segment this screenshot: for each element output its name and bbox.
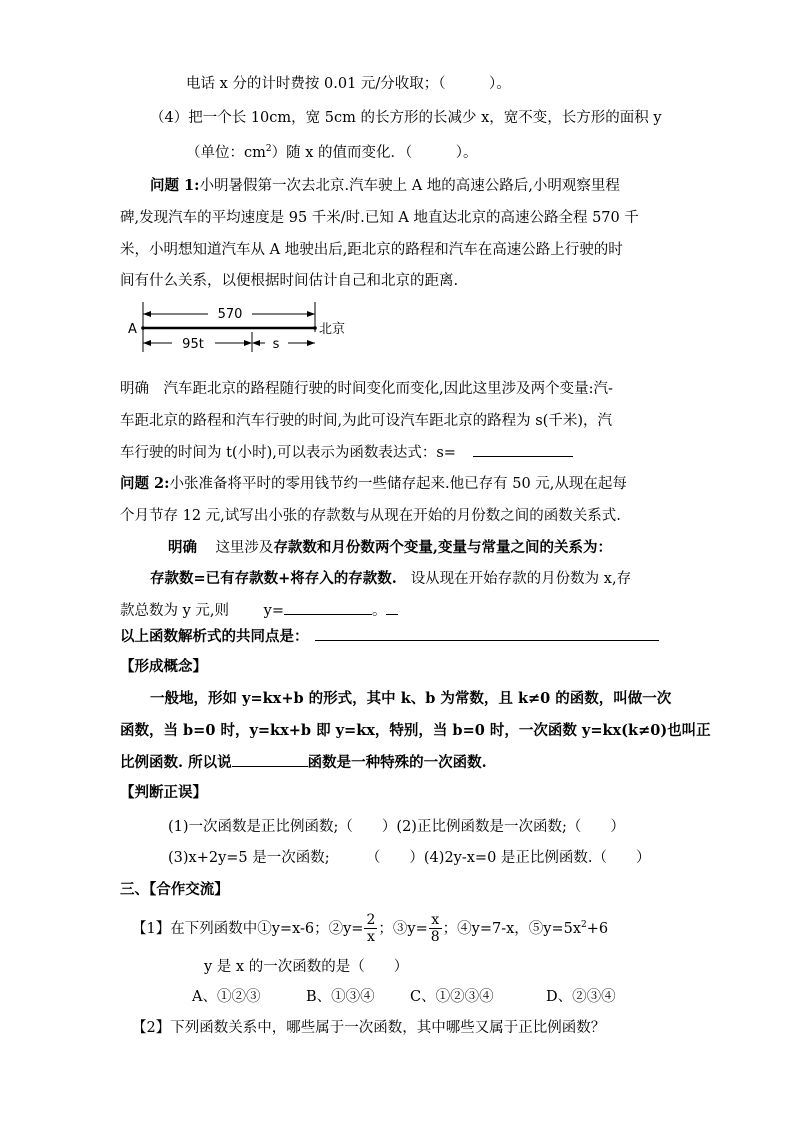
item-4-unit: （单位：cm [186,144,266,161]
concept-line-1: 一般地，形如 y=kx+b 的形式，其中 k、b 为常数，且 k≠0 的函数，叫做一次 [150,690,672,707]
option-a[interactable]: A、①②③ [192,989,261,1005]
problem-1-label: 问题 1: [150,177,200,194]
option-c[interactable]: C、①②③④ [410,989,494,1005]
problem-1-line-2: 碑,发现汽车的平均速度是 95 千米/时.已知 A 地直达北京的高速公路全程 570 千 [120,210,639,226]
problem-1-text: 小明暑假第一次去北京.汽车驶上 A 地的高速公路后,小明观察里程 [199,178,620,194]
answer-blank-concept[interactable] [232,752,308,767]
total-distance-label: 570 [217,307,243,322]
answer-blank-y[interactable] [284,600,372,615]
question-1-tail: +6 [586,920,609,937]
answer-blank-y-tail [386,600,398,615]
savings-line-2 [120,600,398,621]
problem-1-line-4: 间有什么关系，以便根据时间估计自己和北京的距离. [120,273,459,289]
unit-exponent: 2 [265,144,272,154]
clarify-2-line [168,538,612,558]
judge-line-2: (3)x+2y=5 是一次函数; （ ）(4)2y-x=0 是正比例函数.（ ） [168,850,651,866]
judge-title: 【判断正误】 [120,784,207,801]
concept-line-3-start: 比例函数. 所以说 [120,754,232,771]
section-3-title: 三、【合作交流】 [120,881,229,898]
clarify-2-label: 明确 [168,539,197,556]
concept-title: 【形成概念】 [120,658,207,675]
clarify-2-text: 这里涉及 [215,540,274,556]
savings-formula: 存款数=已有存款数+将存入的存款数. [150,570,397,587]
fraction-2-numerator: x [429,912,442,929]
savings-line-1 [150,569,631,589]
traveled-distance-label: 95t [182,337,204,352]
option-b[interactable]: B、①③④ [306,989,375,1005]
question-2-line: 【2】下列函数关系中，哪些属于一次函数，其中哪些又属于正比例函数？ [132,1020,606,1036]
item-4-line-1: （4）把一个长 10cm，宽 5cm 的长方形的长减少 x，宽不变，长方形的面积 y [150,110,662,126]
clarify-2-variables: 存款数和月份数 [273,539,375,556]
period-mark: 。 [371,603,387,619]
answer-blank-common[interactable] [315,626,659,641]
beijing-label: 北京 [319,322,346,337]
fraction-2-denominator: 8 [430,929,440,946]
fraction-1-denominator: x [366,929,375,946]
savings-setup: 设从现在开始存款的月份数为 x,存 [410,571,632,587]
question-1-line [132,908,608,946]
expression-prompt: 车行驶的时间为 t(小时),可以表示为函数表达式：s= [120,445,456,461]
concept-line-3 [120,752,487,773]
problem-2-label: 问题 2: [120,475,170,492]
clarify-1-line-3 [120,442,573,463]
problem-1-line-1 [150,176,620,196]
concept-line-3-end: 函数是一种特殊的一次函数. [307,754,487,771]
clarify-1-line-1: 明确 汽车距北京的路程随行驶的时间变化而变化,因此这里涉及两个变量:汽- [120,381,613,397]
fraction-1-numerator: 2 [366,912,376,929]
question-1-ask: y 是 x 的一次函数的是（ ） [204,959,409,975]
answer-blank-s[interactable] [473,442,573,457]
y-equals: y= [263,603,284,619]
question-1-end: ；④y=7-x，⑤y=5x [442,920,582,937]
clarify-2-relation: 两个变量,变量与常量之间的关系为： [374,539,612,556]
problem-2-text: 小张准备将平时的零用钱节约一些储存起来.他已存有 50 元,从现在起每 [169,476,627,492]
concept-line-2: 函数，当 b=0 时，y=kx+b 即 y=kx，特别，当 b=0 时，一次函数 y=kx(k≠0)也叫正 [120,722,711,739]
fraction-x-over-8 [429,912,442,945]
phone-fee-line: 电话 x 分的计时费按 0.01 元/分收取；（ ）。 [186,76,511,92]
distance-diagram [120,298,380,358]
problem-1-line-3: 米，小明想知道汽车从 A 地驶出后,距北京的路程和汽车在高速公路上行驶的时 [120,242,623,258]
common-point-line [120,626,659,647]
remaining-distance-label: s [272,337,280,352]
fraction-2-over-x [364,912,377,945]
x-squared-exponent: 2 [581,920,587,930]
item-4-line-2 [186,139,478,163]
problem-2-line-1 [120,474,627,494]
question-1-middle: ；③y= [378,920,428,937]
question-1-start: 【1】在下列函数中①y=x-6；②y= [132,920,364,937]
savings-setup-cont: 款总数为 y 元,则 [120,603,230,619]
problem-2-line-2: 个月节存 12 元,试写出小张的存款数与从现在开始的月份数之间的函数关系式. [120,508,621,524]
common-point-prompt: 以上函数解析式的共同点是： [120,628,309,645]
point-a-label: A [128,322,137,337]
judge-line-1: (1)一次函数是正比例函数;（ ）(2)正比例函数是一次函数;（ ） [168,819,625,835]
item-4-rest: ）随 x 的值而变化．（ ）。 [271,144,478,161]
clarify-1-line-2: 车距北京的路程和汽车行驶的时间,为此可设汽车距北京的路程为 s(千米)，汽 [120,413,612,429]
option-d[interactable]: D、②③④ [546,989,616,1005]
